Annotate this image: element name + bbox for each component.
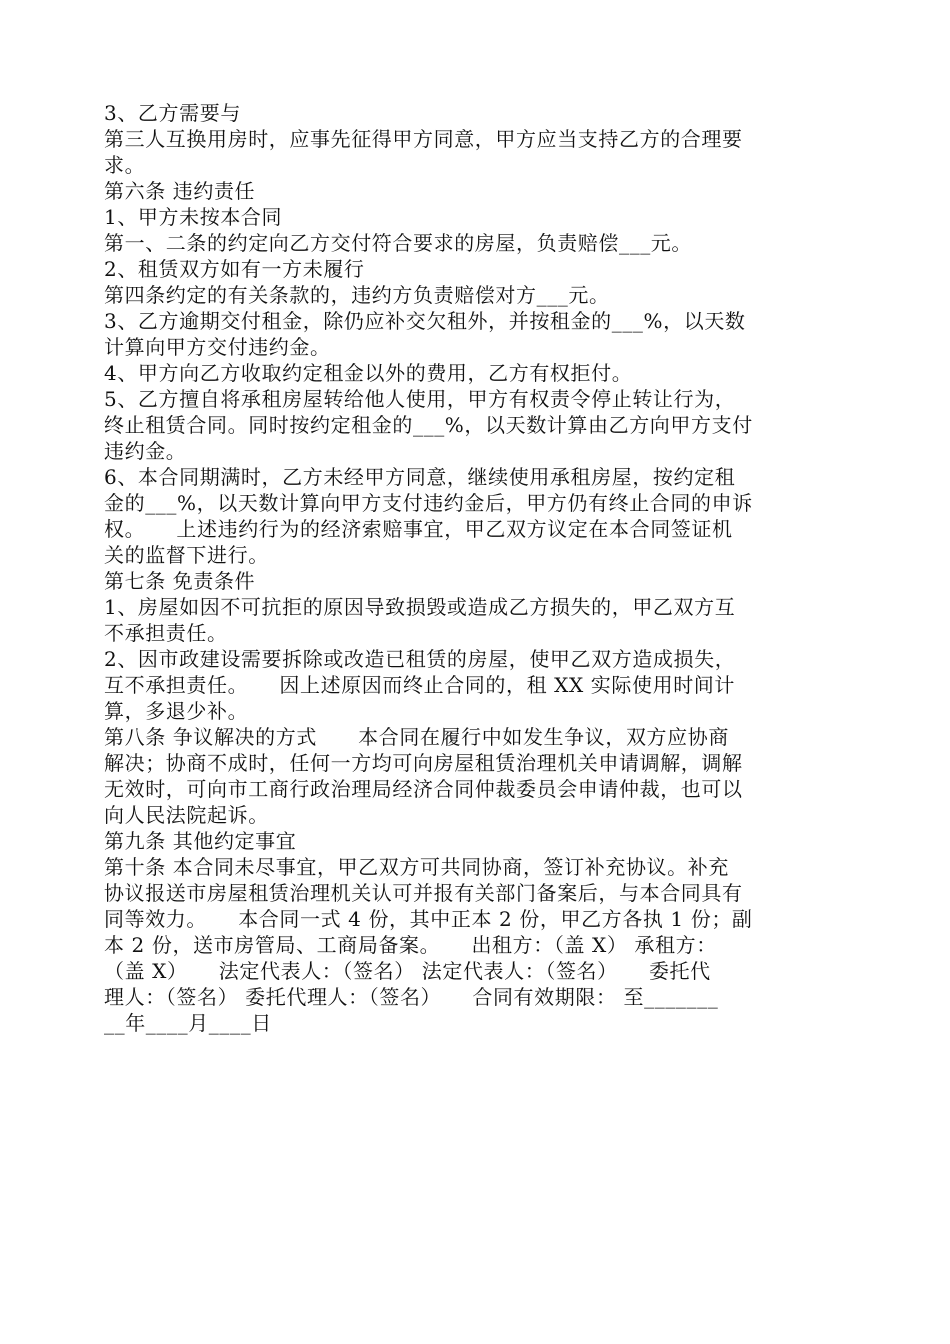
text-line: 向人民法院起诉。	[104, 803, 269, 827]
text-line: 互不承担责任。 因上述原因而终止合同的，租 XX 实际使用时间计	[104, 673, 735, 697]
text-line: 2、租赁双方如有一方未履行	[104, 257, 365, 281]
text-line: 第一、二条的约定向乙方交付符合要求的房屋，负责赔偿___元。	[104, 231, 692, 255]
text-line: 计算向甲方交付违约金。	[104, 335, 331, 359]
text-line: 5、乙方擅自将承租房屋转给他人使用，甲方有权责令停止转让行为，	[104, 387, 736, 411]
text-line: 算，多退少补。	[104, 699, 249, 723]
text-line: 解决；协商不成时，任何一方均可向房屋租赁治理机关申请调解，调解	[104, 751, 743, 775]
text-line: 4、甲方向乙方收取约定租金以外的费用，乙方有权拒付。	[104, 361, 633, 385]
text-line: 2、因市政建设需要拆除或改造已租赁的房屋，使甲乙双方造成损失，	[104, 647, 736, 671]
text-line: 违约金。	[104, 439, 187, 463]
signature-line: 理人：（签名） 委托代理人：（签名） 合同有效期限： 至_______	[104, 985, 719, 1009]
section-heading: 第九条 其他约定事宜	[104, 829, 297, 853]
text-line: 协议报送市房屋租赁治理机关认可并报有关部门备案后，与本合同具有	[104, 881, 743, 905]
date-line: __年____月____日	[104, 1011, 272, 1035]
text-line: 3、乙方逾期交付租金，除仍应补交欠租外，并按租金的___%，以天数	[104, 309, 746, 333]
section-heading: 第十条 本合同未尽事宜，甲乙双方可共同协商，签订补充协议。补充	[104, 855, 729, 879]
text-line: 第三人互换用房时，应事先征得甲方同意，甲方应当支持乙方的合理要	[104, 127, 743, 151]
text-line: 终止租赁合同。同时按约定租金的___%，以天数计算由乙方向甲方支付	[104, 413, 753, 437]
text-line: 无效时，可向市工商行政治理局经济合同仲裁委员会申请仲裁，也可以	[104, 777, 743, 801]
section-heading: 第八条 争议解决的方式 本合同在履行中如发生争议，双方应协商	[104, 725, 729, 749]
text-line: 6、本合同期满时，乙方未经甲方同意，继续使用承租房屋，按约定租	[104, 465, 736, 489]
contract-text	[104, 100, 850, 1036]
text-line: 3、乙方需要与	[104, 101, 241, 125]
signature-line: （盖 X） 法定代表人：（签名） 法定代表人：（签名） 委托代	[104, 959, 711, 983]
section-heading: 第六条 违约责任	[104, 179, 256, 203]
text-line: 1、甲方未按本合同	[104, 205, 283, 229]
text-line: 关的监督下进行。	[104, 543, 269, 567]
text-line: 1、房屋如因不可抗拒的原因导致损毁或造成乙方损失的，甲乙双方互	[104, 595, 736, 619]
text-line: 第四条约定的有关条款的，违约方负责赔偿对方___元。	[104, 283, 610, 307]
text-line: 不承担责任。	[104, 621, 228, 645]
text-line: 金的___%，以天数计算向甲方支付违约金后，甲方仍有终止合同的申诉	[104, 491, 753, 515]
text-line: 求。	[104, 153, 146, 177]
section-heading: 第七条 免责条件	[104, 569, 256, 593]
text-line: 同等效力。 本合同一式 4 份，其中正本 2 份，甲乙方各执 1 份；副	[104, 907, 753, 931]
text-line: 权。 上述违约行为的经济索赔事宜，甲乙双方议定在本合同签证机	[104, 517, 733, 541]
text-line: 本 2 份，送市房管局、工商局备案。 出租方：（盖 X） 承租方：	[104, 933, 717, 957]
